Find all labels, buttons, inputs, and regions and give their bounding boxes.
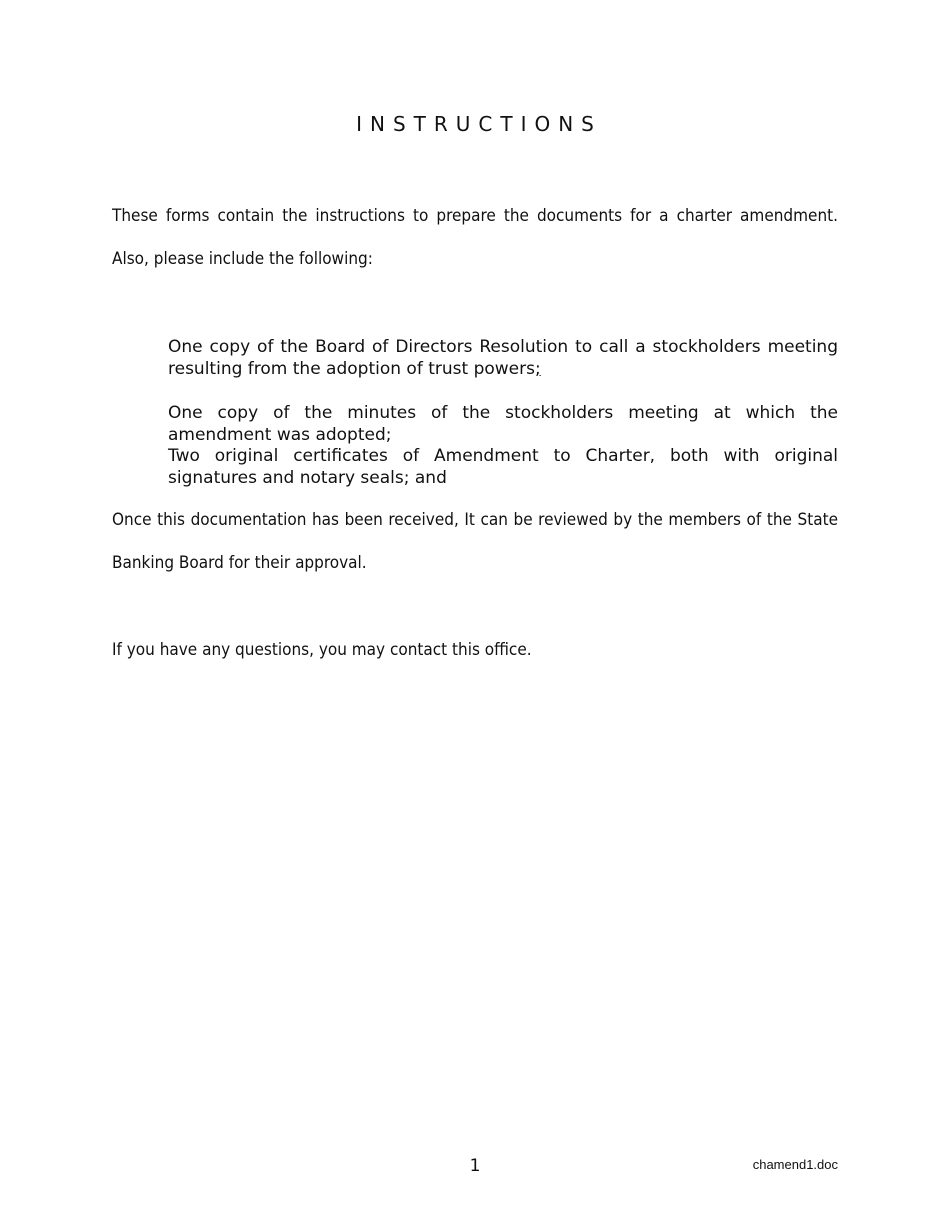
- list-item-certificates: Two original certificates of Amendment to Charter, both with original signatures and notary seals; and: [168, 446, 838, 488]
- questions-paragraph: If you have any questions, you may contact this office.: [112, 640, 532, 660]
- page-number: 1: [469, 1156, 481, 1176]
- page-title: INSTRUCTIONS: [356, 112, 602, 136]
- list-item-text: One copy of the Board of Directors Resolution to call a stockholders meeting resulting from the adoption of trust powers: [168, 337, 838, 379]
- list-item-board-resolution: [168, 336, 838, 380]
- review-paragraph: Once this documentation has been received, It can be reviewed by the members of the State Banking Board for their approval.: [112, 510, 838, 573]
- footer-filename: chamend1.doc: [752, 1157, 838, 1172]
- list-item-minutes: One copy of the minutes of the stockholders meeting at which the amendment was adopted;: [168, 403, 838, 445]
- intro-paragraph: These forms contain the instructions to prepare the documents for a charter amendment. Also, please include the following:: [112, 206, 838, 269]
- list-item-trailing-punctuation: ;: [534, 359, 541, 379]
